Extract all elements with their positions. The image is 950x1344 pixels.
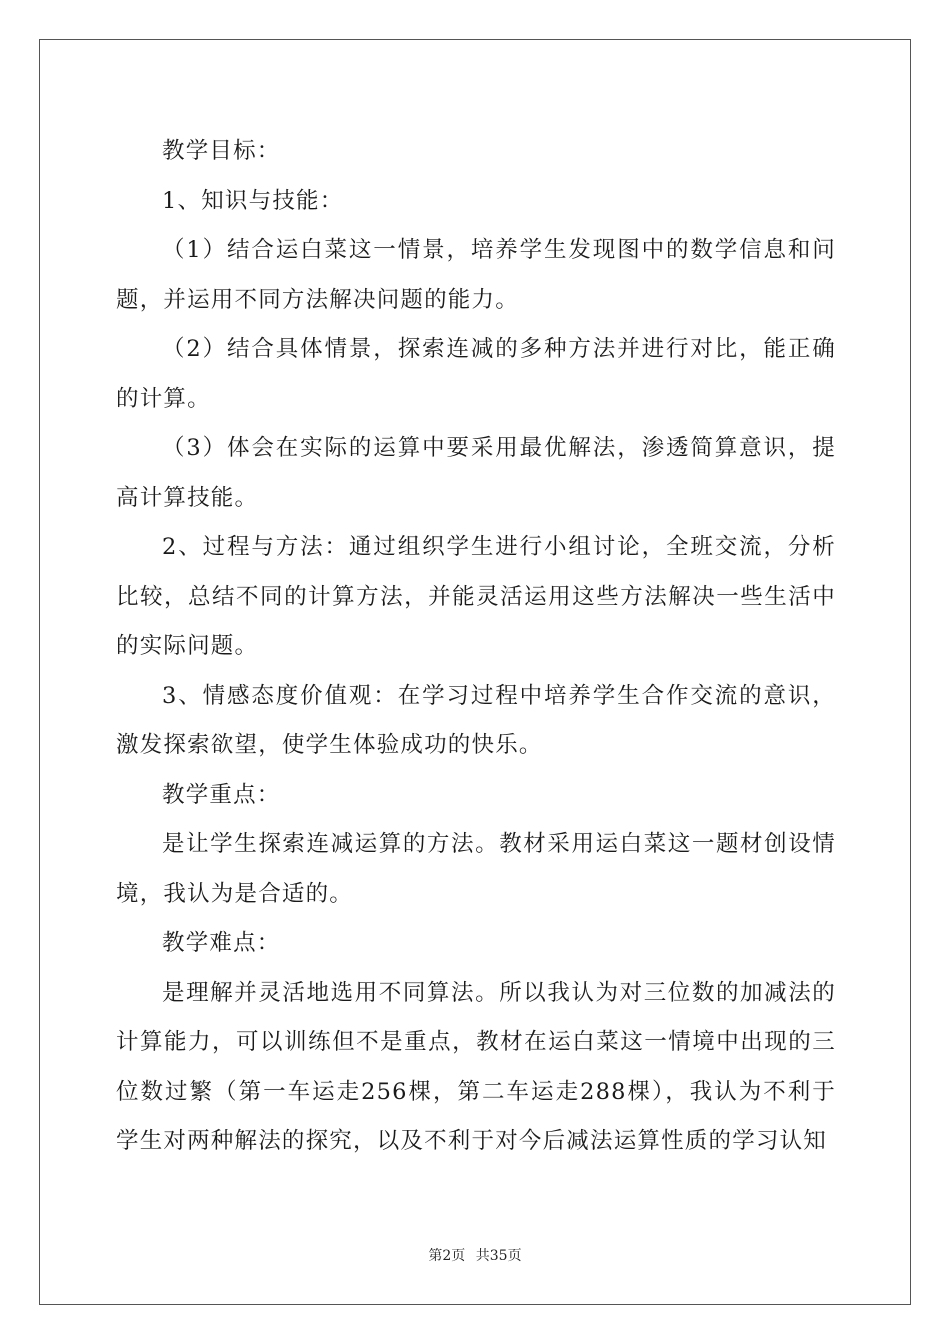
page-number: 第2页 <box>428 1248 466 1264</box>
key-points-text: 是让学生探索连减运算的方法。教材采用运白菜这一题材创设情境，我认为是合适的。 <box>116 831 836 907</box>
objective-item-1: （1）结合运白菜这一情景，培养学生发现图中的数学信息和问题，并运用不同方法解决问题的能力。 <box>116 237 836 313</box>
page-footer <box>0 1245 950 1265</box>
document-body <box>116 127 836 1167</box>
section-process-methods: 2、过程与方法：通过组织学生进行小组讨论，全班交流，分析比较，总结不同的计算方法，并能灵活运用这些方法解决一些生活中的实际问题。 <box>116 534 836 659</box>
objective-item-2: （2）结合具体情景，探索连减的多种方法并进行对比，能正确的计算。 <box>116 336 836 412</box>
objective-item-3: （3）体会在实际的运算中要采用最优解法，渗透简算意识，提高计算技能。 <box>116 435 836 511</box>
heading-difficulties: 教学难点： <box>162 930 281 956</box>
heading-key-points: 教学重点： <box>162 781 281 808</box>
difficulties-text: 是理解并灵活地选用不同算法。所以我认为对三位数的加减法的计算能力，可以训练但不是重点，教材在运白菜这一情境中出现的三位数过繁（第一车运走256棵，第二车运走288棵），我认为不利于学生对两种解法的探究，以及不利于对今后减法运算性质的学习认知 <box>116 979 836 1154</box>
section-knowledge-skills: 1、知识与技能： <box>162 187 344 214</box>
total-pages: 共35页 <box>475 1248 522 1264</box>
section-emotional-values: 3、情感态度价值观：在学习过程中培养学生合作交流的意识，激发探索欲望，使学生体验成功的快乐。 <box>116 682 836 758</box>
heading-teaching-objectives: 教学目标： <box>162 138 281 164</box>
